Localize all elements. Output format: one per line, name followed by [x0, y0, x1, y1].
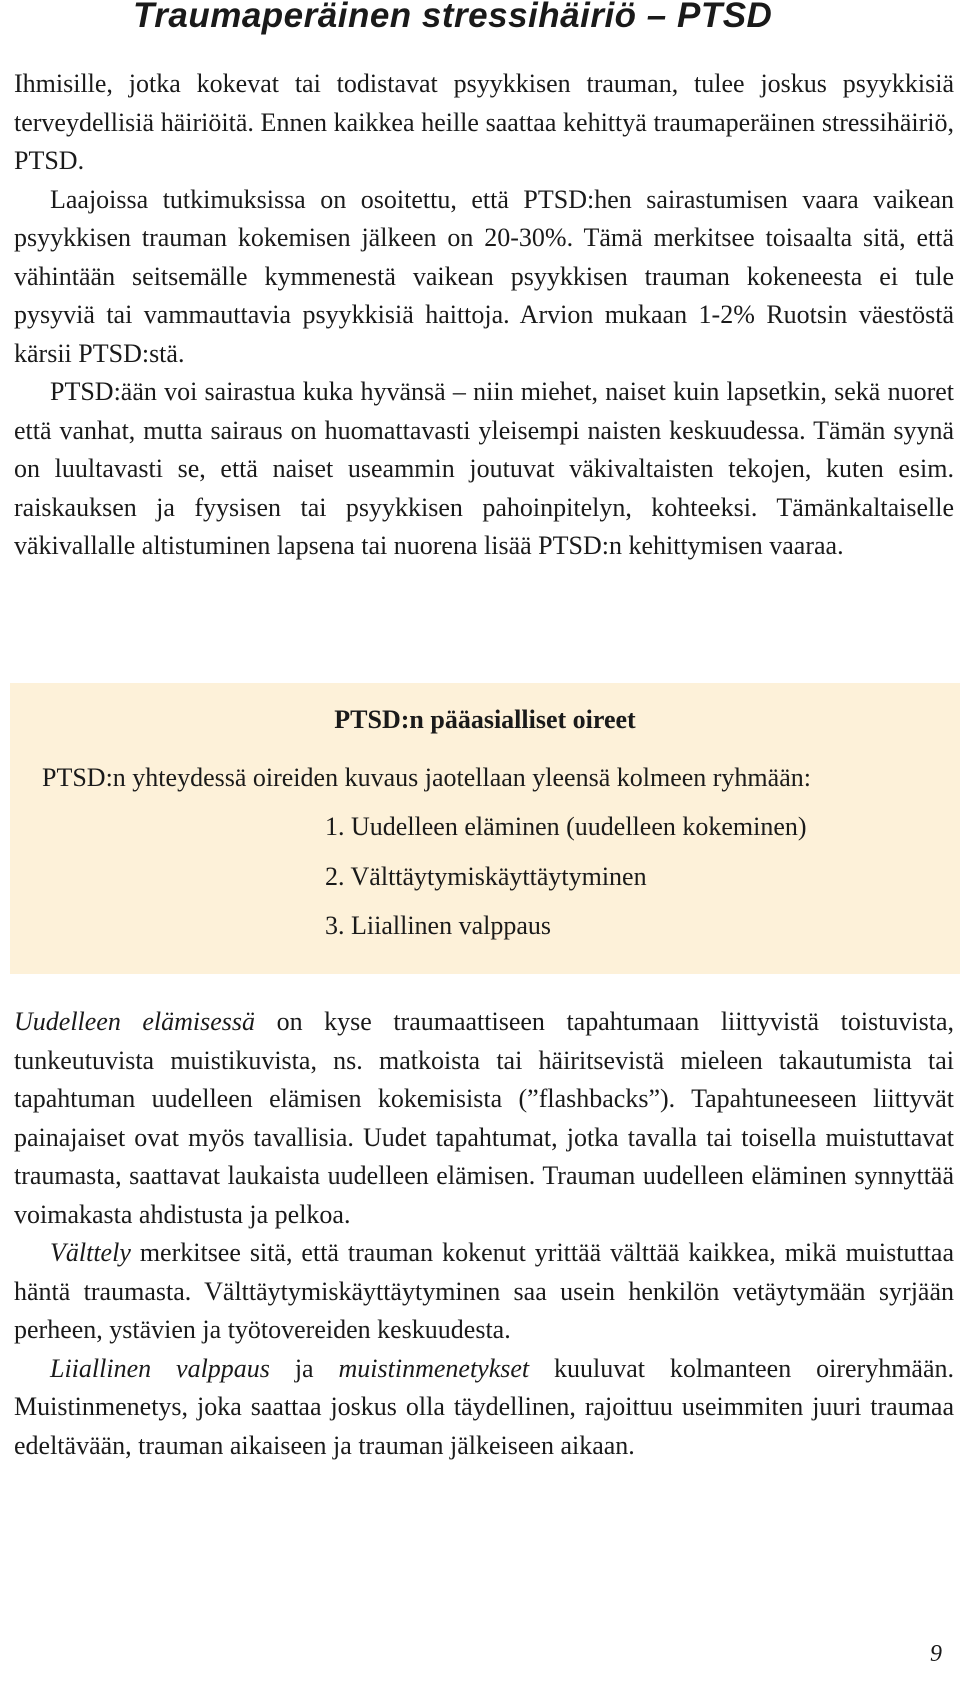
term-avoidance: Välttely — [50, 1238, 131, 1267]
reexperiencing-text: on kyse traumaattiseen tapahtumaan liittyvistä toistuvista, tunkeutuvista muistikuvista, ns. matkoista tai häiritsevistä mieleen takautumista tai tapahtuman uudelleen elämisen kokemisista (”flashbacks”). Tapahtuneeseen liittyvät painajaiset ovat myös tavallisia. Uudet tapahtumat, jotka tavalla tai toisella muistuttavat traumasta, saattavat laukaista uudelleen elämisen. Trauman uudelleen eläminen synnyttää voimakasta ahdistusta ja pelkoa. — [14, 1007, 954, 1229]
symptom-item-3: 3. Liiallinen valppaus — [325, 911, 552, 940]
body-paragraph-avoidance — [14, 1234, 954, 1350]
intro-paragraph-2: Laajoissa tutkimuksissa on osoitettu, että PTSD:hen sairastumisen vaara vaikean psyykkisen trauman kokemisen jälkeen on 20-30%. Tämä merkitsee toisaalta sitä, että vähintään seitsemälle kymmenestä vaikean psyykkisen trauman kokeneesta ei tule pysyviä tai vammauttavia psyykkisiä haittoja. Arvion mukaan 1-2% Ruotsin väestöstä kärsii PTSD:stä. — [14, 184, 954, 368]
avoidance-text: merkitsee sitä, että trauman kokenut yrittää välttää kaikkea, mikä muistuttaa häntä traumasta. Välttäytymiskäyttäytyminen saa usein henkilön vetäytymään syrjään perheen, ystävien ja työtovereiden keskuudesta. — [14, 1238, 954, 1344]
symptoms-box — [10, 683, 960, 974]
symptoms-heading: PTSD:n pääasialliset oireet — [334, 705, 636, 734]
body-paragraph-reexperiencing — [14, 1003, 954, 1234]
term-memory-loss: muistinmenetykset — [338, 1353, 530, 1383]
symptoms-list — [325, 808, 807, 957]
page-title: Traumaperäinen stressihäiriö – PTSD — [133, 0, 773, 35]
term-join: ja — [269, 1353, 339, 1383]
symptom-item-2: 2. Välttäytymiskäyttäytyminen — [325, 861, 647, 891]
intro-section — [14, 65, 954, 566]
intro-paragraph-1: Ihmisille, jotka kokevat tai todistavat psyykkisen trauman, tulee joskus psyykkisiä terveydellisiä häiriöitä. Ennen kaikkea heille saattaa kehittyä traumaperäinen stressihäiriö, PTSD. — [14, 69, 954, 175]
page-number: 9 — [930, 1641, 942, 1667]
body-section — [14, 1003, 954, 1465]
intro-paragraph-3: PTSD:ään voi sairastua kuka hyvänsä – niin miehet, naiset kuin lapsetkin, sekä nuoret että vanhat, mutta sairaus on huomattavasti yleisempi naisten keskuudessa. Tämän syynä on luultavasti se, että naiset useammin joutuvat väkivaltaisten tekojen, kuten esim. raiskauksen ja fyysisen tai psyykkisen pahoinpitelyn, kohteeksi. Tämänkaltaiselle väkivallalle altistuminen lapsena tai nuorena lisää PTSD:n kehittymisen vaaraa. — [14, 377, 954, 560]
symptoms-lead: PTSD:n yhteydessä oireiden kuvaus jaotellaan yleensä kolmeen ryhmään: — [42, 763, 811, 792]
term-reexperiencing: Uudelleen elämisessä — [14, 1007, 256, 1036]
hypervigilance-text: kuuluvat kolmanteen oireryhmään. Muistinmenetys, joka saattaa joskus olla täydellinen, rajoittuu useimmiten juuri traumaa edeltävään, trauman aikaiseen ja trauman jälkeiseen aikaan. — [14, 1353, 955, 1460]
body-paragraph-hypervigilance — [14, 1350, 954, 1466]
symptom-item-1: 1. Uudelleen eläminen (uudelleen kokeminen) — [325, 812, 807, 841]
term-hypervigilance: Liiallinen valppaus — [50, 1353, 270, 1383]
